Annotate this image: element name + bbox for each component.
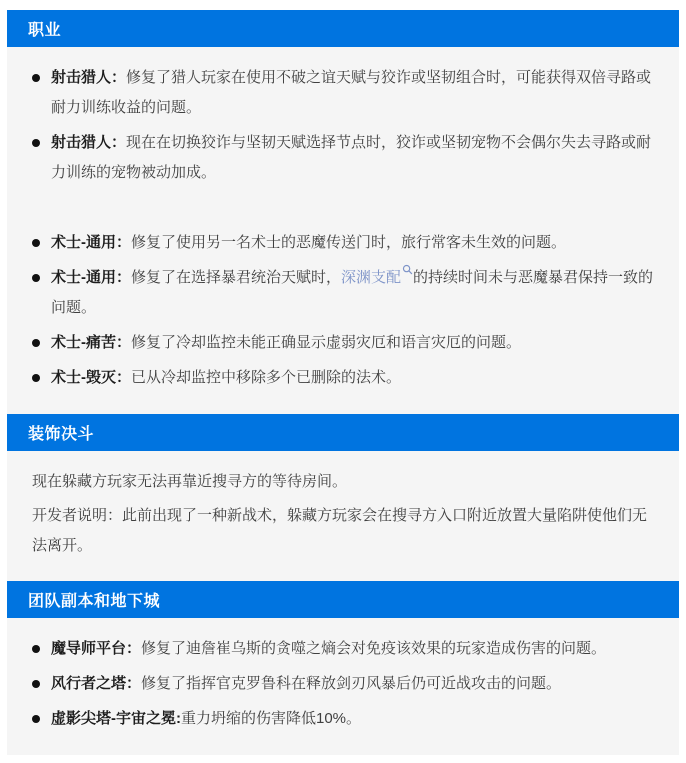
note-text: 射击猎人：修复了猎人玩家在使用不破之谊天赋与狡诈或坚韧组合时，可能获得双倍寻路或耐力训练收益的问题。 (51, 69, 652, 116)
patch-note-item (32, 263, 655, 323)
patch-note-item (32, 128, 655, 188)
note-text: 术士-痛苦：修复了冷却监控未能正确显示虚弱灾厄和语言灾厄的问题。 (51, 334, 522, 351)
note-label: 虚影尖塔-宇宙之冕: (51, 710, 181, 727)
patch-notes-card (7, 10, 679, 755)
note-label: 射击猎人： (51, 69, 127, 86)
bullet-icon (32, 715, 40, 723)
note-text: 魔导师平台：修复了迪詹崔乌斯的贪噬之熵会对免疫该效果的玩家造成伤害的问题。 (51, 640, 607, 657)
note-label: 术士-毁灭： (51, 369, 131, 386)
section-header-decor-duel (7, 414, 679, 451)
note-text: 术士-毁灭：已从冷却监控中移除多个已删除的法术。 (51, 369, 402, 386)
spell-link[interactable]: 深渊支配 (341, 269, 413, 286)
patch-note-item (32, 363, 655, 393)
patch-note-item (32, 704, 655, 734)
note-text: 术士-通用：修复了使用另一名术士的恶魔传送门时，旅行常客未生效的问题。 (51, 234, 567, 251)
note-label: 魔导师平台： (51, 640, 142, 657)
bullet-icon (32, 74, 40, 82)
note-text: 风行者之塔：修复了指挥官克罗鲁科在释放剑刃风暴后仍可近战攻击的问题。 (51, 675, 562, 692)
patch-note-item (32, 634, 655, 664)
section-header-classes (7, 10, 679, 47)
note-text: 术士-通用：修复了在选择暴君统治天赋时，深渊支配 的持续时间未与恶魔暴君保持一致的问题。 (51, 263, 655, 323)
patch-note-item (32, 228, 655, 258)
note-text: 射击猎人：现在在切换狡诈与坚韧天赋选择节点时，狡诈或坚韧宠物不会偶尔失去寻路或耐力训练的宠物被动加成。 (51, 134, 652, 181)
section-title: 职业 (28, 22, 62, 39)
section-classes (7, 10, 679, 414)
section-title: 装饰决斗 (28, 426, 95, 443)
section-title: 团队副本和地下城 (28, 593, 161, 610)
patch-note-item (32, 669, 655, 699)
search-icon (402, 264, 413, 275)
bullet-icon (32, 645, 40, 653)
section-raids-dungeons (7, 581, 679, 755)
bullet-icon (32, 339, 40, 347)
section-body-raids-dungeons (7, 618, 679, 755)
note-label: 术士-通用： (51, 269, 131, 286)
bullet-icon (32, 680, 40, 688)
section-header-raids-dungeons (7, 581, 679, 618)
note-label: 术士-痛苦： (51, 334, 131, 351)
section-paragraph: 开发者说明：此前出现了一种新战术，躲藏方玩家会在搜寻方入口附近放置大量陷阱使他们无法离开。 (32, 507, 648, 554)
bullet-icon (32, 239, 40, 247)
section-body-decor-duel (7, 451, 679, 581)
note-text: 虚影尖塔-宇宙之冕:重力坍缩的伤害降低10%。 (51, 710, 362, 727)
section-decor-duel (7, 414, 679, 581)
bullet-icon (32, 139, 40, 147)
patch-note-item (32, 63, 655, 123)
note-label: 风行者之塔： (51, 675, 142, 692)
patch-note-item (32, 328, 655, 358)
bullet-icon (32, 374, 40, 382)
note-label: 射击猎人： (51, 134, 127, 151)
section-paragraph: 现在躲藏方玩家无法再靠近搜寻方的等待房间。 (32, 473, 348, 490)
note-label: 术士-通用： (51, 234, 131, 251)
bullet-icon (32, 274, 40, 282)
section-body-classes (7, 47, 679, 414)
